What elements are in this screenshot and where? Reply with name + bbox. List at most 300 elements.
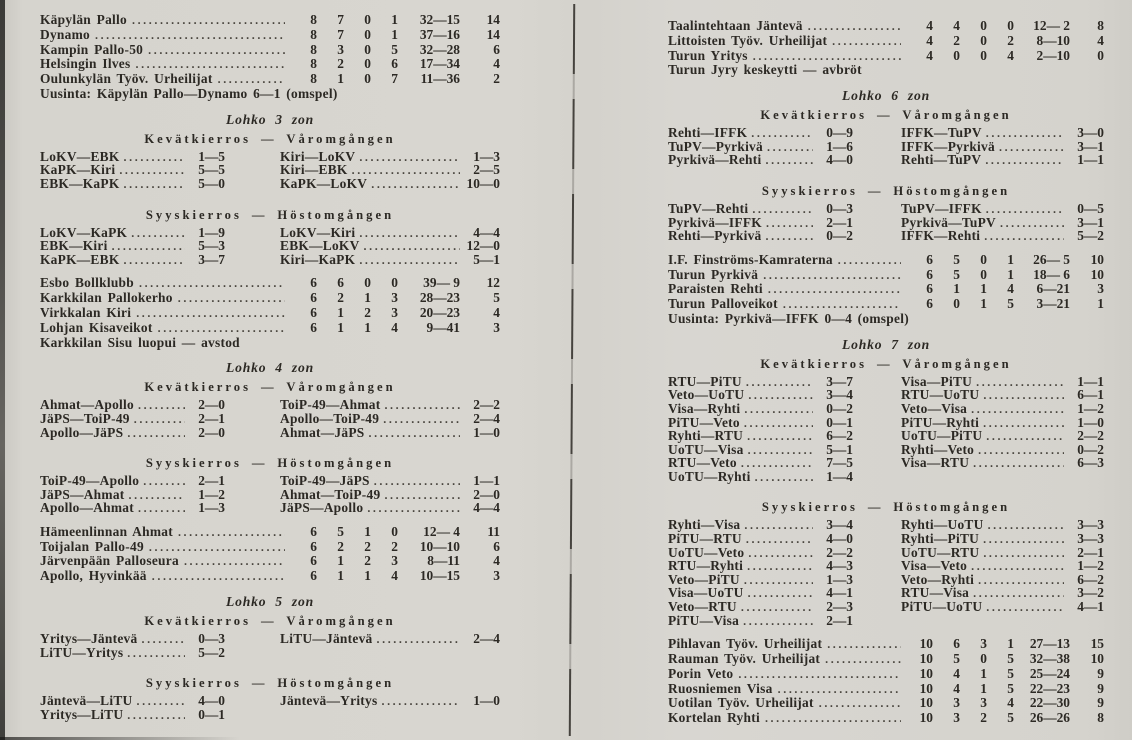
stat-wins: 1 <box>337 304 344 320</box>
dot-leader <box>131 226 185 238</box>
standings-row <box>668 637 1104 652</box>
standings-table <box>40 525 500 584</box>
dot-leader <box>95 28 285 40</box>
stat-goals: 2—10 <box>1036 47 1070 63</box>
dot-leader <box>148 43 285 55</box>
stat-wins: 0 <box>953 296 960 312</box>
stat-points: 2 <box>493 71 500 87</box>
stat-points: 8 <box>1097 710 1104 726</box>
stat-losses: 0 <box>391 523 398 539</box>
team-name: Karkkilan Pallokerho <box>40 290 173 306</box>
stat-goals: 22—30 <box>1029 695 1070 711</box>
match-list <box>668 202 1104 243</box>
stat-games: 10 <box>919 695 933 711</box>
match-pair <box>901 559 1104 573</box>
stat-wins: 7 <box>337 12 344 27</box>
stat-goals: 22—23 <box>1029 680 1070 696</box>
dot-leader <box>976 375 1064 387</box>
stat-points: 3 <box>493 319 500 335</box>
match-row <box>668 470 1104 484</box>
match-pair <box>40 501 225 515</box>
stat-draws: 0 <box>364 275 371 291</box>
match-score: 3—0 <box>1077 125 1104 141</box>
match-pair <box>280 177 500 191</box>
stat-games: 6 <box>310 553 317 569</box>
dot-leader <box>371 177 460 189</box>
stat-games: 4 <box>926 32 933 48</box>
match-teams: Visa—UoTU <box>668 585 744 601</box>
match-score: 4—4 <box>473 500 500 516</box>
page-right <box>668 0 1104 726</box>
stat-games: 8 <box>310 26 317 42</box>
dot-leader <box>741 456 813 468</box>
round-title: Kevätkierros — Våromgången <box>144 380 396 395</box>
dot-leader <box>119 163 185 175</box>
stat-draws: 2 <box>364 304 371 320</box>
dot-leader <box>768 282 901 294</box>
stat-goals: 10—15 <box>419 568 460 584</box>
match-score: 0—2 <box>826 400 853 416</box>
match-row <box>40 501 500 515</box>
standings-row <box>668 282 1104 297</box>
dot-leader <box>808 19 901 31</box>
match-list <box>668 518 1104 627</box>
match-pair <box>280 488 500 502</box>
dot-leader <box>744 518 813 530</box>
stat-wins: 4 <box>953 665 960 681</box>
stat-losses: 0 <box>1007 18 1014 33</box>
match-teams: Yritys—LiTU <box>40 706 124 722</box>
dot-leader <box>978 573 1064 585</box>
match-score: 2—1 <box>826 612 853 628</box>
stat-losses: 2 <box>1007 32 1014 48</box>
match-score: 3—4 <box>826 387 853 403</box>
match-score: 5—3 <box>198 238 225 254</box>
stat-draws: 1 <box>364 568 371 584</box>
match-score: 2—1 <box>198 473 225 489</box>
standings-row <box>40 57 500 72</box>
match-pair <box>901 375 1104 389</box>
dot-leader <box>143 474 185 486</box>
match-pair <box>40 398 225 412</box>
stat-goals: 9—41 <box>426 319 460 335</box>
match-teams: TuPV—IFFK <box>901 200 982 216</box>
stat-draws: 0 <box>980 651 987 667</box>
dot-leader <box>985 153 1064 165</box>
stat-games: 6 <box>310 523 317 539</box>
stat-wins: 2 <box>337 56 344 72</box>
match-row <box>668 153 1104 167</box>
match-score: 4—4 <box>473 224 500 240</box>
match-teams: Apollo—JäPS <box>40 424 124 440</box>
match-pair <box>668 375 853 389</box>
match-list <box>40 632 500 659</box>
standings-row <box>40 569 500 584</box>
stat-draws: 2 <box>980 710 987 726</box>
dot-leader <box>124 253 185 265</box>
match-pair <box>901 443 1104 457</box>
match-teams: RTU—PiTU <box>668 373 742 389</box>
stat-losses: 5 <box>1007 651 1014 667</box>
match-score: 2—4 <box>473 410 500 426</box>
match-list <box>40 398 500 439</box>
match-row <box>668 586 1104 600</box>
match-pair <box>901 140 1104 154</box>
dot-leader <box>783 297 901 309</box>
match-teams: KaPK—Kiri <box>40 162 116 178</box>
match-score: 4—1 <box>1077 599 1104 615</box>
dot-leader <box>832 34 901 46</box>
stat-points: 5 <box>493 290 500 306</box>
match-pair <box>668 559 853 573</box>
dot-leader <box>359 150 460 162</box>
match-teams: UoTU—PiTU <box>901 428 983 444</box>
match-row <box>40 708 500 722</box>
stat-draws: 0 <box>980 32 987 48</box>
match-pair <box>668 153 853 167</box>
match-score: 0—3 <box>198 631 225 647</box>
match-pair <box>40 253 225 267</box>
dot-leader <box>218 72 285 84</box>
stat-points: 3 <box>493 568 500 584</box>
stat-losses: 1 <box>391 12 398 27</box>
match-score: 3—2 <box>1077 585 1104 601</box>
match-pair <box>40 646 225 660</box>
stat-wins: 2 <box>337 290 344 306</box>
team-name: Helsingin Ilves <box>40 56 131 72</box>
stat-wins: 5 <box>337 523 344 539</box>
match-teams: Visa—Ryhti <box>668 400 741 416</box>
stat-games: 6 <box>310 304 317 320</box>
match-teams: Rehti—TuPV <box>901 152 982 168</box>
round-title: Kevätkierros — Våromgången <box>760 108 1012 123</box>
stat-draws: 0 <box>364 56 371 72</box>
dot-leader <box>983 546 1064 558</box>
dot-leader <box>986 600 1064 612</box>
match-row <box>668 600 1104 614</box>
dot-leader <box>158 321 285 333</box>
team-name: Kampin Pallo-50 <box>40 41 144 57</box>
stat-wins: 1 <box>337 319 344 335</box>
match-pair <box>668 229 853 243</box>
match-pair <box>40 426 225 440</box>
dot-leader <box>748 586 813 598</box>
stat-draws: 1 <box>364 523 371 539</box>
match-teams: ToiP-49—Ahmat <box>280 397 381 413</box>
match-teams: Pyrkivä—Rehti <box>668 152 762 168</box>
match-row <box>40 488 500 502</box>
standings-row <box>40 72 500 87</box>
match-row <box>40 177 500 191</box>
dot-leader <box>138 398 185 410</box>
team-name: Turun Yritys <box>668 47 748 63</box>
dot-leader <box>971 402 1064 414</box>
match-pair <box>901 532 1104 546</box>
team-name: Kortelan Ryhti <box>668 710 760 726</box>
match-teams: UoTU—RTU <box>901 544 980 560</box>
dot-leader <box>748 546 813 558</box>
stat-games: 10 <box>919 665 933 681</box>
stat-wins: 5 <box>953 266 960 282</box>
stat-games: 8 <box>310 56 317 72</box>
match-teams: Apollo—Ahmat <box>40 500 134 516</box>
match-score: 6—2 <box>826 428 853 444</box>
dot-leader <box>359 226 460 238</box>
round-title: Kevätkierros — Våromgången <box>144 131 396 146</box>
stat-games: 6 <box>926 281 933 297</box>
match-teams: EBK—KaPK <box>40 175 120 191</box>
stat-wins: 1 <box>337 71 344 87</box>
note-line: Uusinta: Pyrkivä—IFFK 0—4 (omspel) <box>668 310 909 326</box>
stat-losses: 5 <box>1007 296 1014 312</box>
stat-points: 9 <box>1097 680 1104 696</box>
stat-points: 6 <box>493 538 500 554</box>
dot-leader <box>374 474 460 486</box>
stat-draws: 0 <box>980 47 987 63</box>
match-pair <box>668 573 853 587</box>
match-teams: Yritys—Jäntevä <box>40 631 138 647</box>
stat-draws: 1 <box>364 319 371 335</box>
stat-draws: 3 <box>980 695 987 711</box>
zone-title: Lohko 6 zon <box>842 88 930 104</box>
match-teams: Ryhti—Visa <box>668 517 741 533</box>
match-score: 7—5 <box>826 455 853 471</box>
match-teams: EBK—LoKV <box>280 238 360 254</box>
match-pair <box>901 126 1104 140</box>
team-name: Dynamo <box>40 26 90 42</box>
stat-losses: 1 <box>391 26 398 42</box>
match-row <box>668 375 1104 389</box>
match-row <box>668 546 1104 560</box>
match-score: 1—4 <box>826 468 853 484</box>
dot-leader <box>384 488 460 500</box>
stat-goals: 27—13 <box>1029 636 1070 652</box>
stat-games: 6 <box>926 296 933 312</box>
match-row <box>40 646 500 660</box>
match-teams: Ahmat—Apollo <box>40 397 134 413</box>
stat-points: 3 <box>1097 281 1104 297</box>
dot-leader <box>132 13 285 25</box>
match-pair <box>280 163 500 177</box>
stat-wins: 2 <box>337 538 344 554</box>
stat-games: 4 <box>926 18 933 33</box>
stat-goals: 32—15 <box>419 12 460 27</box>
match-row <box>668 416 1104 430</box>
dot-leader <box>377 632 461 644</box>
team-name: Turun Palloveikot <box>668 296 778 312</box>
team-name: I.F. Finströms-Kamraterna <box>668 251 833 267</box>
stat-points: 10 <box>1090 266 1104 282</box>
zone-title: Lohko 3 zon <box>226 111 314 127</box>
stat-draws: 1 <box>980 296 987 312</box>
standings-row <box>40 276 500 291</box>
stat-losses: 1 <box>1007 636 1014 652</box>
match-score: 0—2 <box>826 228 853 244</box>
stat-goals: 8—11 <box>427 553 460 569</box>
match-teams: UoTU—Visa <box>668 441 744 457</box>
match-teams: UoTU—Ryhti <box>668 468 751 484</box>
standings-row <box>40 43 500 58</box>
team-name: Rauman Työv. Urheilijat <box>668 651 821 667</box>
match-teams: Pyrkivä—IFFK <box>668 214 762 230</box>
match-row <box>668 559 1104 573</box>
dot-leader <box>971 559 1064 571</box>
match-pair <box>40 632 225 646</box>
dot-leader <box>986 429 1064 441</box>
dot-leader <box>112 239 185 251</box>
match-teams: PiTU—RTU <box>668 531 742 547</box>
match-score: 3—7 <box>198 251 225 267</box>
dot-leader <box>838 253 901 265</box>
match-score: 5—1 <box>826 441 853 457</box>
stat-points: 10 <box>1090 651 1104 667</box>
stat-draws: 1 <box>980 665 987 681</box>
match-row <box>668 518 1104 532</box>
match-teams: Veto—Visa <box>901 400 968 416</box>
match-teams: Jäntevä—Yritys <box>280 693 378 709</box>
dot-leader <box>741 600 813 612</box>
stat-losses: 5 <box>391 41 398 57</box>
match-row <box>40 239 500 253</box>
match-score: 4—3 <box>826 558 853 574</box>
match-pair <box>668 532 853 546</box>
dot-leader <box>364 239 460 251</box>
match-teams: PiTU—Veto <box>668 414 740 430</box>
stat-points: 6 <box>493 41 500 57</box>
match-score: 0—9 <box>826 125 853 141</box>
match-score: 1—6 <box>826 138 853 154</box>
stat-goals: 12— 2 <box>1033 18 1070 33</box>
match-score: 2—2 <box>1077 428 1104 444</box>
match-pair <box>901 546 1104 560</box>
stat-losses: 4 <box>1007 281 1014 297</box>
round-title: Kevätkierros — Våromgången <box>760 356 1012 371</box>
match-row <box>668 573 1104 587</box>
dot-leader <box>127 426 185 438</box>
match-teams: Apollo—ToiP-49 <box>280 410 380 426</box>
dot-leader <box>184 554 285 566</box>
team-name: Uotilan Työv. Urheilijat <box>668 695 814 711</box>
match-teams: TuPV—Pyrkivä <box>668 138 763 154</box>
match-pair <box>280 501 500 515</box>
match-teams: IFFK—TuPV <box>901 125 982 141</box>
dot-leader <box>138 501 185 513</box>
stat-wins: 1 <box>337 568 344 584</box>
match-score: 6—3 <box>1077 455 1104 471</box>
stat-points: 4 <box>493 553 500 569</box>
match-list <box>40 694 500 721</box>
dot-leader <box>139 276 285 288</box>
stat-losses: 3 <box>391 290 398 306</box>
stat-draws: 0 <box>980 251 987 267</box>
match-row <box>40 474 500 488</box>
match-row <box>668 388 1104 402</box>
dot-leader <box>751 126 813 138</box>
stat-games: 6 <box>310 568 317 584</box>
match-score: 1—3 <box>198 500 225 516</box>
match-teams: Ryhti—Veto <box>901 441 975 457</box>
dot-leader <box>978 443 1064 455</box>
stat-losses: 3 <box>391 553 398 569</box>
match-pair <box>280 226 500 240</box>
dot-leader <box>766 153 814 165</box>
match-row <box>668 202 1104 216</box>
match-score: 5—5 <box>198 162 225 178</box>
match-pair <box>901 429 1104 443</box>
stat-goals: 26— 5 <box>1033 251 1070 267</box>
match-pair <box>40 708 225 722</box>
match-teams: Veto—Ryhti <box>901 571 975 587</box>
match-score: 1—0 <box>473 693 500 709</box>
match-teams: RTU—UoTU <box>901 387 980 403</box>
stat-points: 14 <box>486 12 500 27</box>
match-score: 3—3 <box>1077 531 1104 547</box>
match-pair <box>901 202 1104 216</box>
dot-leader <box>129 488 185 500</box>
match-pair <box>40 474 225 488</box>
stat-points: 9 <box>1097 665 1104 681</box>
match-row <box>40 163 500 177</box>
team-name: Pihlavan Työv. Urheilijat <box>668 636 823 652</box>
stat-points: 4 <box>493 304 500 320</box>
stat-goals: 32—28 <box>419 41 460 57</box>
match-pair <box>668 586 853 600</box>
stat-wins: 1 <box>337 553 344 569</box>
stat-points: 1 <box>1097 296 1104 312</box>
match-score: 1—1 <box>1077 373 1104 389</box>
match-list <box>40 150 500 191</box>
stat-goals: 6—21 <box>1036 281 1070 297</box>
match-score: 1—0 <box>1077 414 1104 430</box>
dot-leader <box>152 569 285 581</box>
match-teams: JäPS—Ahmat <box>40 486 125 502</box>
match-list <box>40 226 500 267</box>
match-pair <box>901 573 1104 587</box>
match-pair <box>280 150 500 164</box>
dot-leader <box>369 426 460 438</box>
match-score: 2—5 <box>473 162 500 178</box>
dot-leader <box>765 711 901 723</box>
match-score: 2—1 <box>198 410 225 426</box>
match-score: 4—1 <box>826 585 853 601</box>
stat-goals: 18— 6 <box>1033 266 1070 282</box>
round-title: Syyskierros — Höstomgången <box>145 456 395 471</box>
stat-wins: 5 <box>953 651 960 667</box>
stat-points: 12 <box>486 275 500 291</box>
stat-goals: 20—23 <box>419 304 460 320</box>
stat-draws: 0 <box>364 12 371 27</box>
match-pair <box>668 202 853 216</box>
match-score: 1—2 <box>1077 558 1104 574</box>
match-pair <box>901 456 1104 470</box>
dot-leader <box>983 416 1064 428</box>
dot-leader <box>178 525 285 537</box>
note-line: Turun Jyry keskeytti — avbröt <box>668 62 862 78</box>
match-pair <box>280 239 500 253</box>
match-teams: RTU—Ryhti <box>668 558 744 574</box>
stat-games: 10 <box>919 710 933 726</box>
standings-row <box>668 297 1104 312</box>
match-score: 1—1 <box>473 473 500 489</box>
match-pair <box>40 163 225 177</box>
stat-losses: 4 <box>1007 695 1014 711</box>
dot-leader <box>136 306 285 318</box>
match-teams: Visa—RTU <box>901 455 970 471</box>
scan-left-edge <box>0 0 5 740</box>
stat-points: 4 <box>1097 32 1104 48</box>
team-name: Taalintehtaan Jäntevä <box>668 18 803 33</box>
match-score: 3—1 <box>1077 138 1104 154</box>
